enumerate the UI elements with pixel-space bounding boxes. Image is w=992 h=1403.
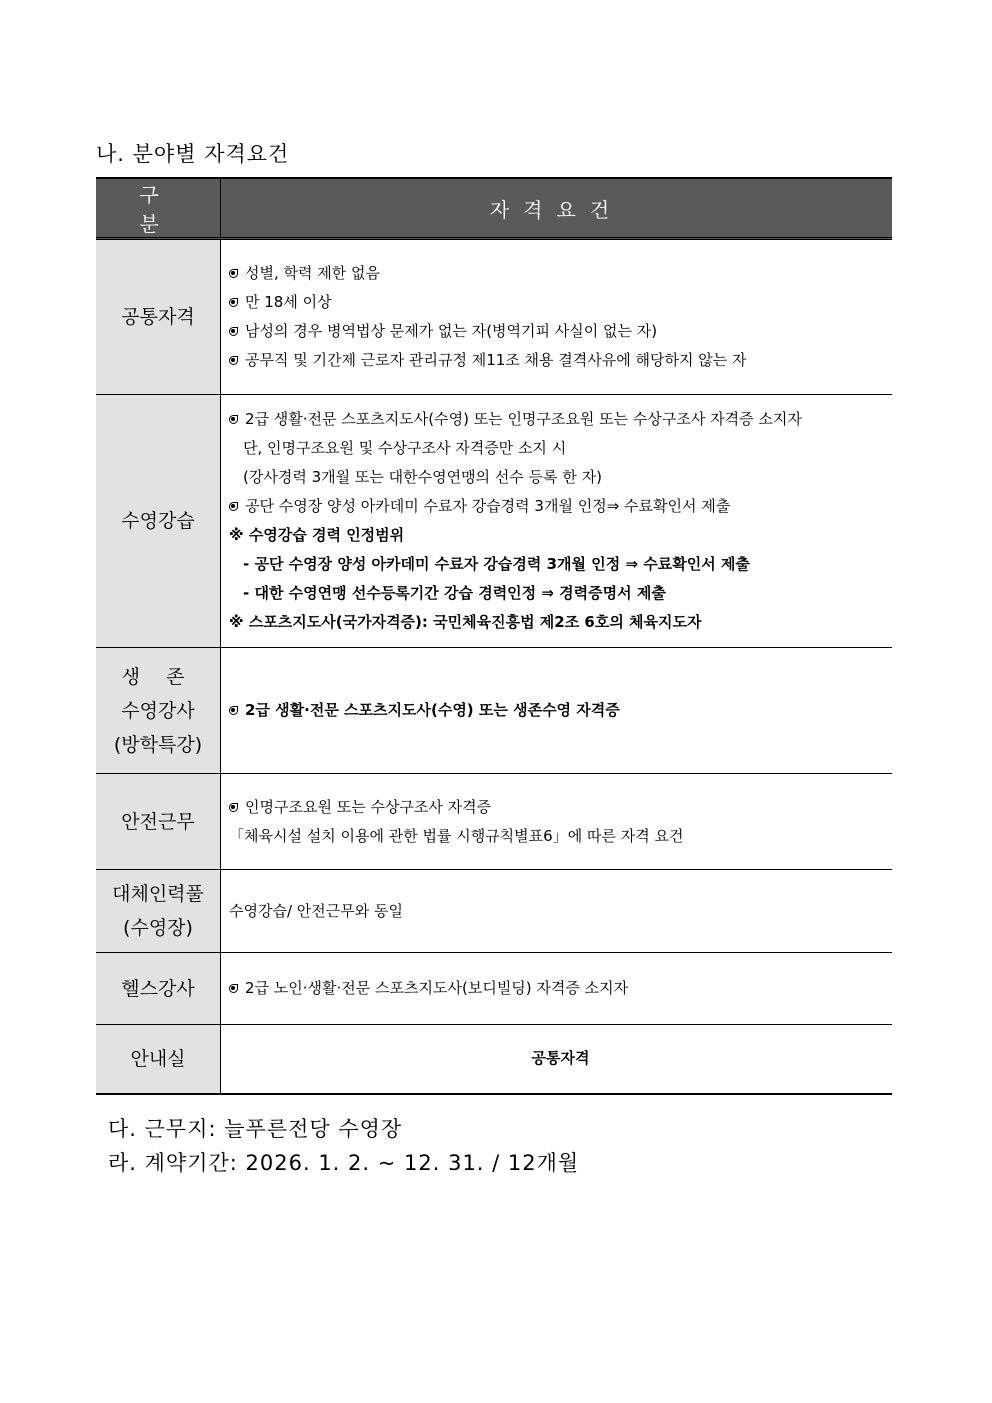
- requirement-line: [229, 434, 892, 463]
- table-row: [96, 774, 892, 870]
- category-label: 헬스강사: [121, 977, 195, 1000]
- category-cell: [96, 648, 221, 774]
- requirement-text: 단, 인명구조요원 및 수상구조사 자격증만 소지 시: [243, 439, 567, 457]
- requirement-line: [229, 793, 892, 822]
- bullet-icon: [229, 803, 238, 812]
- category-cell: [96, 774, 221, 870]
- requirement-line: [229, 259, 892, 288]
- header-requirements: 자격요건: [221, 178, 893, 239]
- table-row: [96, 395, 892, 648]
- requirement-text: 공무직 및 기간제 근로자 관리규정 제11조 채용 결격사유에 해당하지 않는 자: [245, 351, 747, 369]
- requirement-line: [229, 696, 892, 725]
- requirement-line: [229, 346, 892, 375]
- requirement-line: [229, 579, 892, 608]
- requirements-cell: [221, 774, 893, 870]
- requirement-text: 공단 수영장 양성 아카데미 수료자 강습경력 3개월 인정⇒ 수료확인서 제출: [245, 497, 731, 515]
- bullet-icon: [229, 298, 238, 307]
- requirement-text: - 대한 수영연맹 선수등록기간 강습 경력인정 ⇒ 경력증명서 제출: [243, 584, 666, 602]
- section-title: 나. 분야별 자격요건: [96, 142, 290, 166]
- category-cell: [96, 395, 221, 648]
- table-row: [96, 1025, 892, 1094]
- category-label: 공통자격: [121, 306, 195, 328]
- requirement-line: [229, 897, 892, 926]
- requirement-text: ※ 스포츠지도사(국가자격증): 국민체육진흥법 제2조 6호의 체육지도자: [229, 613, 702, 631]
- bullet-icon: [229, 356, 238, 365]
- workplace-line: 다. 근무지: 늘푸른전당 수영장: [108, 1117, 403, 1141]
- bullet-icon: [229, 269, 238, 278]
- requirement-text: 남성의 경우 병역법상 문제가 없는 자(병역기피 사실이 없는 자): [245, 322, 658, 340]
- requirement-line: [229, 463, 892, 492]
- category-label: (수영장): [123, 917, 193, 939]
- requirement-line: [229, 521, 892, 550]
- category-label: 안전근무: [121, 810, 195, 833]
- bullet-icon: [229, 706, 238, 715]
- category-label: 수영강사: [121, 699, 195, 722]
- requirement-line: [229, 405, 892, 434]
- requirement-text: (강사경력 3개월 또는 대한수영연맹의 선수 등록 한 자): [243, 468, 602, 486]
- contract-period-line: 라. 계약기간: 2026. 1. 2. ~ 12. 31. / 12개월: [108, 1151, 580, 1175]
- bullet-icon: [229, 415, 238, 424]
- category-label: 생 존: [121, 665, 195, 688]
- requirement-text: ※ 수영강습 경력 인정범위: [229, 526, 405, 544]
- requirements-cell: [221, 239, 893, 395]
- requirement-line: [229, 317, 892, 346]
- requirement-line: [229, 550, 892, 579]
- requirement-text: 2급 노인·생활·전문 스포츠지도사(보디빌딩) 자격증 소지자: [245, 979, 629, 997]
- requirements-cell: [221, 395, 893, 648]
- requirement-text: 2급 생활·전문 스포츠지도사(수영) 또는 생존수영 자격증: [245, 701, 620, 719]
- requirement-text: 인명구조요원 또는 수상구조사 자격증: [245, 797, 492, 816]
- requirement-line: [229, 608, 892, 637]
- table-row: [96, 239, 892, 395]
- requirements-cell: [221, 648, 893, 774]
- category-cell: [96, 953, 221, 1025]
- category-label: (방학특강): [113, 733, 203, 756]
- bullet-icon: [229, 984, 238, 993]
- requirement-line: [229, 492, 892, 521]
- requirement-text: 만 18세 이상: [245, 293, 332, 311]
- table-row: [96, 870, 892, 953]
- requirement-text: - 공단 수영장 양성 아카데미 수료자 강습경력 3개월 인정 ⇒ 수료확인서 제출: [243, 555, 750, 573]
- requirement-text: 「체육시설 설치 이용에 관한 법률 시행규칙별표6」에 따른 자격 요건: [229, 826, 684, 845]
- bullet-icon: [229, 502, 238, 511]
- category-label: 안내실: [130, 1047, 186, 1070]
- requirements-cell: [221, 1025, 893, 1094]
- requirement-text: 공통자격: [531, 1049, 590, 1068]
- requirement-line: [229, 974, 892, 1003]
- category-label: 수영강습: [121, 510, 195, 532]
- category-cell: [96, 870, 221, 953]
- requirements-cell: [221, 953, 893, 1025]
- requirements-cell: [221, 870, 893, 953]
- requirement-text: 성별, 학력 제한 없음: [245, 264, 380, 282]
- header-category: 구 분: [96, 178, 221, 239]
- bullet-icon: [229, 327, 238, 336]
- table-row: [96, 648, 892, 774]
- requirements-table: [96, 177, 892, 1095]
- category-label: 대체인력풀: [112, 883, 204, 905]
- category-cell: [96, 239, 221, 395]
- table-header-row: [96, 178, 892, 239]
- category-cell: [96, 1025, 221, 1094]
- requirement-line: [229, 1044, 892, 1073]
- requirement-text: 2급 생활·전문 스포츠지도사(수영) 또는 인명구조요원 또는 수상구조사 자격증 소지자: [245, 410, 802, 428]
- table-row: [96, 953, 892, 1025]
- requirement-line: [229, 822, 892, 851]
- requirement-text: 수영강습/ 안전근무와 동일: [229, 901, 403, 920]
- requirement-line: [229, 288, 892, 317]
